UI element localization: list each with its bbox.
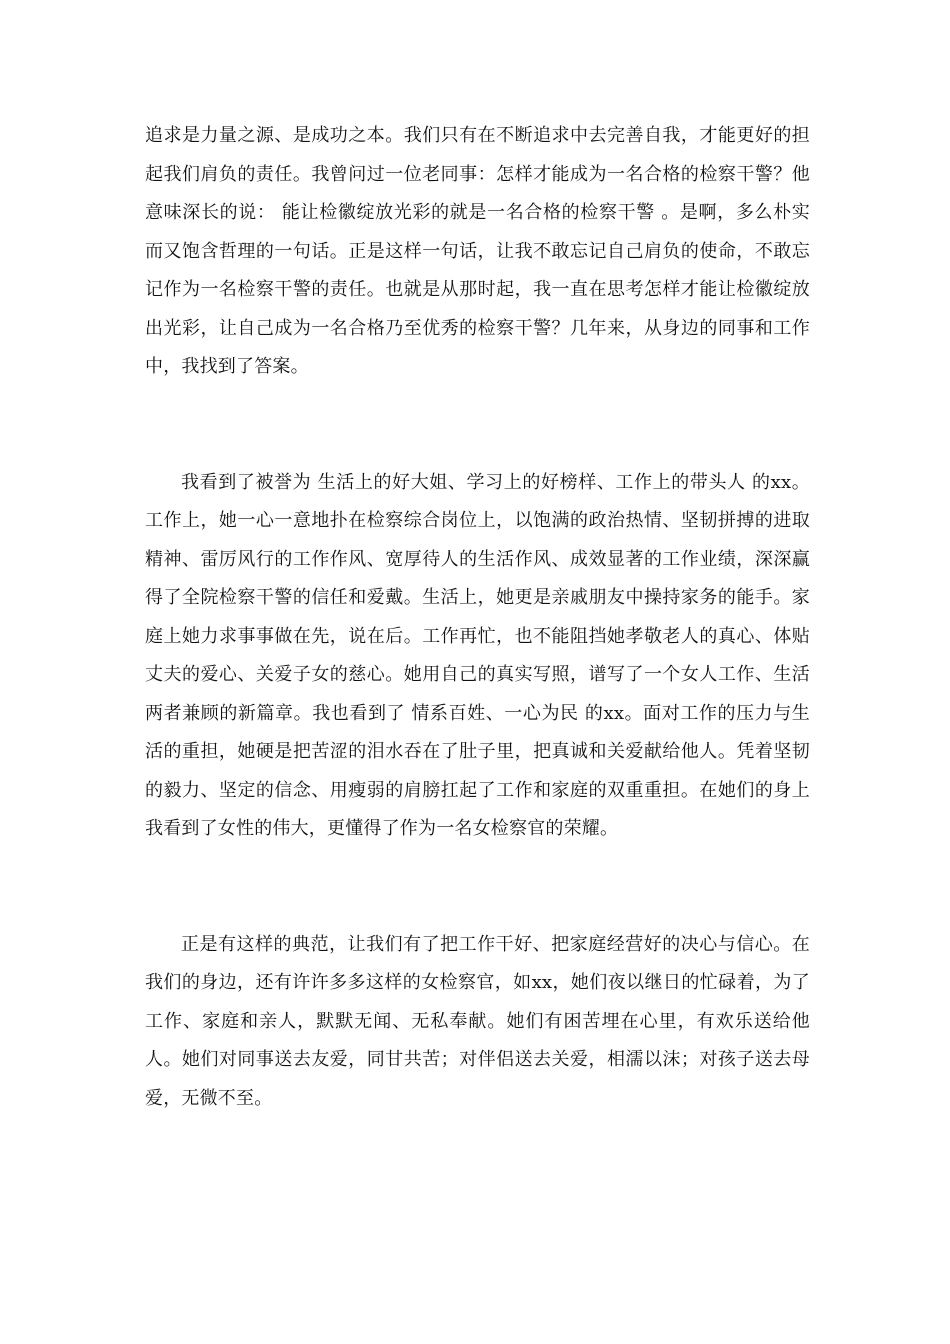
paragraph-role-models: 我看到了被誉为 生活上的好大姐、学习上的好榜样、工作上的带头人 的xx。工作上，她一心一意地扑在检察综合岗位上，以饱满的政治热情、坚韧拼搏的进取精神、雷厉风行的工作作风、宽厚待人的生活作风、成效显著的工作业绩，深深赢得了全院检察干警的信任和爱戴。生活上，她更是亲戚朋友中操持家务的能手。家庭上她力求事事做在先，说在后。工作再忙，也不能阻挡她孝敬老人的真心、体贴丈夫的爱心、关爱子女的慈心。她用自己的真实写照，谱写了一个女人工作、生活两者兼顾的新篇章。我也看到了 情系百姓、一心为民 的xx。面对工作的压力与生活的重担，她硬是把苦涩的泪水吞在了肚子里，把真诚和关爱献给他人。凭着坚韧的毅力、坚定的信念、用瘦弱的肩膀扛起了工作和家庭的双重重担。在她们的身上我看到了女性的伟大，更懂得了作为一名女检察官的荣耀。 [145,471,810,839]
paragraph-pursuit: 追求是力量之源、是成功之本。我们只有在不断追求中去完善自我，才能更好的担起我们肩负的责任。我曾问过一位老同事：怎样才能成为一名合格的检察干警？他意味深长的说： 能让检徽绽放光彩的就是一名合格的检察干警 。是啊，多么朴实而又饱含哲理的一句话。正是这样一句话，让我不敢忘记自己肩负的使命，不敢忘记作为一名检察干警的责任。也就是从那时起，我一直在思考怎样才能让检徽绽放出光彩，让自己成为一名合格乃至优秀的检察干警？几年来，从身边的同事和工作中，我找到了答案。 [145,125,810,377]
paragraph-conclusion: 正是有这样的典范，让我们有了把工作干好、把家庭经营好的决心与信心。在我们的身边，还有许许多多这样的女检察官，如xx，她们夜以继日的忙碌着，为了工作、家庭和亲人，默默无闻、无私奉献。她们有困苦埋在心里，有欢乐送给他人。她们对同事送去友爱，同甘共苦；对伴侣送去关爱，相濡以沫；对孩子送去母爱，无微不至。 [145,933,810,1109]
document-body [145,117,810,1118]
